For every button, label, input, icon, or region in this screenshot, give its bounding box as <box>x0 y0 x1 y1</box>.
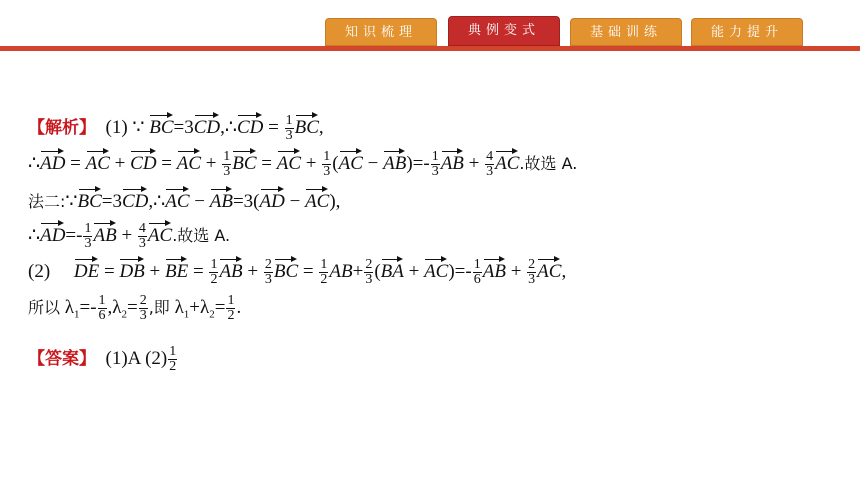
part-2-label: (2) <box>28 261 51 282</box>
solution-line-6: 所以 $\lambda_1=-$ $\frac{1}{6}$ $,\lambda_2=$ $\frac{2}{3}$ ,即 $\lambda_1+\lambda_2=$ $\frac{1}{2}$ . <box>28 293 242 323</box>
answer-line: 【答案】 (1)A (2) $\frac{1}{2}$ <box>28 344 177 375</box>
conclusion-1: .故选 A. <box>519 154 578 173</box>
namely-label: ,即 <box>148 297 170 317</box>
solution-line-4: ∴AD=- $\frac{1}{3}$ AB + $\frac{4}{3}$ AC.故选 A. <box>28 221 231 252</box>
answer-text: (1)A (2) <box>105 348 168 369</box>
analysis-tag: 【解析】 <box>28 118 96 138</box>
conclusion-2: .故选 A. <box>172 226 231 245</box>
tab-ability-improvement[interactable]: 能力提升 <box>691 18 803 46</box>
answer-tag: 【答案】 <box>28 349 96 369</box>
solution-line-1: 【解析】 (1) ∵ BC=3CD,∴CD = $\frac{1}{3}$ BC, <box>28 113 324 144</box>
tab-examples[interactable]: 典例变式 <box>448 16 560 46</box>
solution-line-5: (2) DE = DB + BE = $\frac{1}{2}$ AB + $\frac{2}{3}$ BC = $\frac{1}{2}$ AB+ $\frac{2}{3}$ (BA + AC)=- $\frac{1}{6}$ AB + $\frac{2}{3}$ AC, <box>28 257 567 288</box>
method-two-label: 法二: <box>28 192 66 211</box>
part-1-label: (1) <box>105 117 128 138</box>
solution-line-2: ∴AD = AC + CD = AC + $\frac{1}{3}$ BC = AC + $\frac{1}{3}$ (AC − AB)=- $\frac{1}{3}$ AB + $\frac{4}{3}$ AC.故选 A. <box>28 149 578 180</box>
tab-basic-training[interactable]: 基础训练 <box>570 18 682 46</box>
tab-knowledge[interactable]: 知识梳理 <box>325 18 437 46</box>
solution-line-3: 法二:∵BC=3CD,∴AC − AB=3(AD − AC), <box>28 186 340 213</box>
therefore-label: 所以 <box>28 297 61 317</box>
